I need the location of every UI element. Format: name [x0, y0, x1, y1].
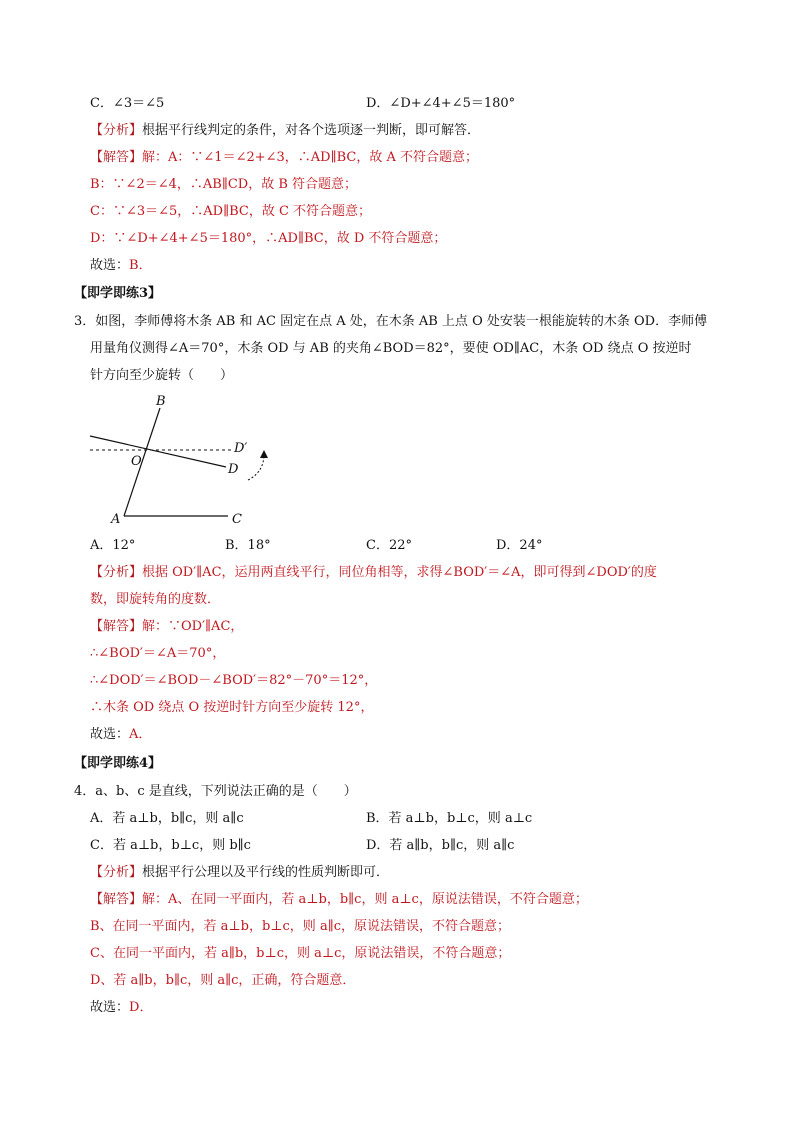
- label-d: D: [228, 462, 239, 477]
- q3-analysis-line-1: [90, 564, 657, 582]
- q3-option-b: B．18°: [225, 538, 271, 553]
- q4-option-a: A．若 a⊥b，b∥c，则 a∥c: [90, 811, 244, 826]
- q4-analysis: [90, 864, 389, 882]
- choose-prefix: 故选：: [90, 727, 130, 742]
- q4-option-d: D．若 a∥b，b∥c，则 a∥c: [366, 838, 515, 853]
- analysis-tag: 【分析】: [90, 865, 143, 880]
- answer-text: 解：∵OD′∥AC，: [142, 619, 244, 634]
- segment-ab: [124, 408, 160, 516]
- q3-text-line-3: 针方向至少旋转（ ）: [90, 368, 234, 383]
- choose-value: B．: [129, 258, 152, 273]
- q3-text-line-1: 3．如图，李师傅将木条 AB 和 AC 固定在点 A 处，在木条 AB 上点 O 处安装一根能旋转的木条 OD．李师傅: [74, 314, 708, 329]
- analysis-text: 根据平行线判定的条件，对各个选项逐一判断，即可解答．: [142, 123, 481, 138]
- analysis-tag: 【分析】: [90, 565, 143, 580]
- q3-answer-line-4: ∴木条 OD 绕点 O 按逆时针方向至少旋转 12°，: [90, 700, 374, 715]
- q3-answer-line-1: [90, 618, 243, 636]
- q4-answer-line-3: C、在同一平面内，若 a∥b，b⊥c，则 a⊥c，原说法错误，不符合题意；: [90, 946, 511, 961]
- analysis-text: 根据平行公理以及平行线的性质判断即可．: [142, 865, 390, 880]
- analysis-text: 根据 OD′∥AC，运用两直线平行，同位角相等，求得∠BOD′＝∠A，即可得到∠DOD′的度: [142, 565, 657, 580]
- q3-answer-line-2: ∴∠BOD′＝∠A＝70°，: [90, 646, 226, 661]
- q4-answer-line-4: D、若 a∥b，b∥c，则 a∥c，正确，符合题意．: [90, 973, 356, 988]
- q3-answer-line-3: ∴∠DOD′＝∠BOD－∠BOD′＝82°－70°＝12°，: [90, 673, 378, 688]
- answer-text: 解：A、在同一平面内，若 a⊥b，b∥c，则 a⊥c，原说法错误，不符合题意；: [142, 892, 588, 907]
- q4-option-c: C．若 a⊥b，b⊥c，则 b∥c: [90, 838, 251, 853]
- answer-tag: 【解答】: [90, 892, 143, 907]
- q3-option-d: D．24°: [496, 538, 543, 553]
- q3-analysis-line-2: 数，即旋转角的度数．: [90, 592, 221, 607]
- q3-option-a: A．12°: [90, 538, 136, 553]
- q3-option-c: C．22°: [366, 538, 412, 553]
- q2-answer-line-3: C：∵∠3＝∠5，∴AD∥BC，故 C 不符合题意；: [90, 204, 372, 219]
- q2-option-c: C．∠3＝∠5: [90, 96, 165, 111]
- section-heading-4: 【即学即练4】: [74, 756, 162, 771]
- arrow-head: [260, 450, 268, 458]
- label-d-prime: D′: [234, 441, 248, 456]
- q2-analysis: [90, 122, 480, 140]
- analysis-tag: 【分析】: [90, 123, 143, 138]
- q3-choose: [90, 726, 151, 744]
- choose-value: A．: [129, 727, 152, 742]
- q2-answer-line-1: [90, 149, 478, 167]
- section-heading-3: 【即学即练3】: [74, 286, 162, 301]
- q3-text-line-2: 用量角仪测得∠A＝70°，木条 OD 与 AB 的夹角∠BOD＝82°，要使 OD∥AC，木条 OD 绕点 O 按逆时: [90, 341, 692, 356]
- q4-choose: [90, 999, 152, 1017]
- q2-answer-line-2: B：∵∠2＝∠4，∴AB∥CD，故 B 符合题意；: [90, 177, 358, 192]
- q2-answer-line-4: D：∵∠D+∠4+∠5＝180°，∴AD∥BC，故 D 不符合题意；: [90, 231, 447, 246]
- label-c: C: [232, 512, 242, 527]
- q4-text: 4．a、b、c 是直线，下列说法正确的是（ ）: [74, 784, 357, 799]
- answer-text: 解：A：∵∠1＝∠2+∠3，∴AD∥BC，故 A 不符合题意；: [142, 150, 478, 165]
- q4-option-b: B．若 a⊥b，b⊥c，则 a⊥c: [366, 811, 533, 826]
- label-a: A: [111, 512, 121, 527]
- answer-tag: 【解答】: [90, 150, 143, 165]
- segment-od: [90, 436, 226, 467]
- q2-choose: [90, 257, 152, 275]
- q3-figure: [80, 392, 290, 532]
- q2-option-d: D．∠D+∠4+∠5＝180°: [366, 96, 516, 111]
- q4-answer-line-1: [90, 891, 588, 909]
- answer-tag: 【解答】: [90, 619, 143, 634]
- choose-prefix: 故选：: [90, 1000, 130, 1015]
- choose-prefix: 故选：: [90, 258, 130, 273]
- choose-value: D．: [129, 1000, 153, 1015]
- label-b: B: [156, 394, 166, 409]
- q4-answer-line-2: B、在同一平面内，若 a⊥b，b⊥c，则 a∥c，原说法错误，不符合题意；: [90, 919, 510, 934]
- label-o: O: [131, 454, 142, 469]
